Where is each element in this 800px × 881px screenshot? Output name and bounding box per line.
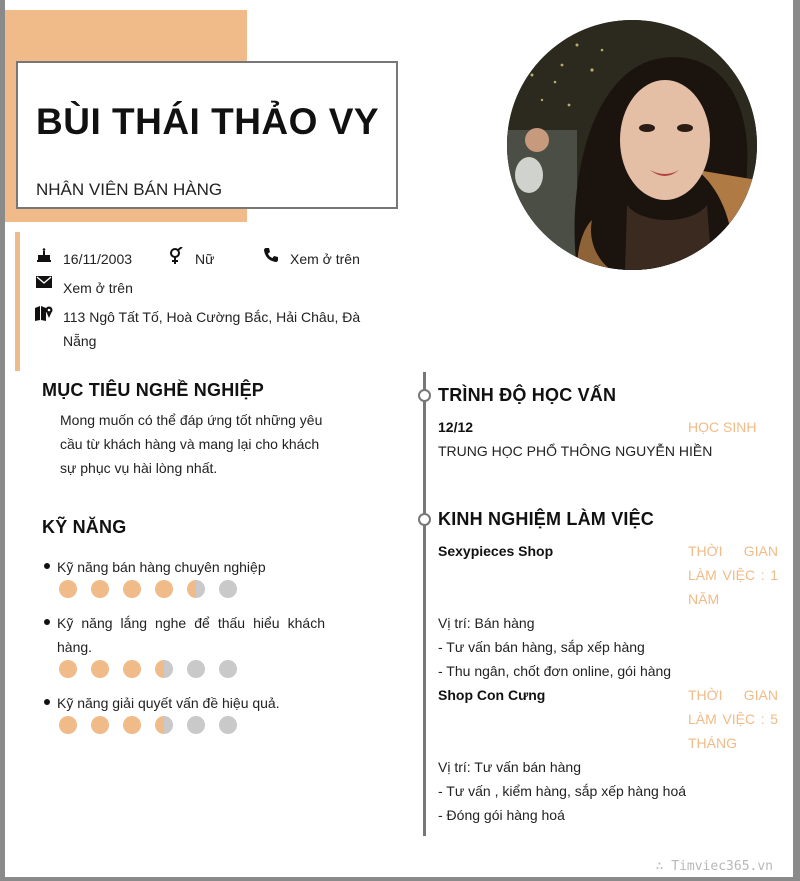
company-name: Sexypieces Shop [438,543,554,559]
education-status: HỌC SINH [688,419,757,435]
work-duty: - Tư vấn , kiểm hàng, sắp xếp hàng hoá [438,783,687,799]
contact-phone [262,247,360,271]
skill-dot [91,660,109,678]
work-duration: THỜI GIAN LÀM VIỆC : 5 THÁNG [688,687,778,751]
gender-icon [167,247,185,265]
right-border [793,0,800,881]
skill-dot [187,716,205,734]
phone-value: Xem ở trên [290,251,360,267]
skill-dot [187,580,205,598]
skill-bullet [44,563,50,569]
timeline-node [418,513,431,526]
contact-accent-bar [15,232,20,371]
skill-rating [59,580,237,598]
timeline-line [423,372,426,836]
skill-rating [59,660,237,678]
company-name: Shop Con Cưng [438,687,546,703]
skill-label: Kỹ năng giải quyết vấn đề hiệu quả. [57,695,280,711]
skill-dot [219,660,237,678]
email-value: Xem ở trên [63,280,133,296]
skills-title: KỸ NĂNG [42,517,127,537]
skill-dot [91,580,109,598]
work-duty: - Thu ngân, chốt đơn online, gói hàng [438,663,672,679]
skill-label: Kỹ năng lắng nghe để thấu hiểu khách hàng. [57,615,325,655]
job-title: NHÂN VIÊN BÁN HÀNG [36,180,223,199]
watermark-text: Timviec365.vn [671,859,773,874]
skill-bullet [44,619,50,625]
bottom-border [0,877,800,881]
contact-birthday [35,247,132,271]
gender-value: Nữ [195,251,215,267]
skill-label: Kỹ năng bán hàng chuyên nghiệp [57,559,266,575]
skill-dot [59,580,77,598]
work-duty: - Tư vấn bán hàng, sắp xếp hàng [438,639,645,655]
experience-title: KINH NGHIỆM LÀM VIỆC [438,509,655,529]
objective-title: MỤC TIÊU NGHỀ NGHIỆP [42,380,265,400]
skill-dot [187,660,205,678]
skill-dot [123,580,141,598]
skill-dot [219,716,237,734]
full-name: BÙI THÁI THẢO VY [36,101,380,142]
birthday-value: 16/11/2003 [63,251,133,267]
watermark: ∴ Timviec365.vn [655,859,773,874]
contact-gender [167,247,214,271]
skill-bullet [44,699,50,705]
skill-dot [155,660,173,678]
work-duty: - Đóng gói hàng hoá [438,807,565,823]
map-marker-icon [35,305,53,321]
timeline-node [418,389,431,402]
education-title: TRÌNH ĐỘ HỌC VẤN [438,385,617,405]
skill-dot [123,716,141,734]
work-duration: THỜI GIAN LÀM VIỆC : 1 NĂM [688,543,778,607]
portrait-illustration [507,20,757,270]
skill-rating [59,716,237,734]
skill-dot [59,660,77,678]
skill-dot [155,716,173,734]
skill-dot [59,716,77,734]
education-grade: 12/12 [438,419,474,435]
objective-text: Mong muốn có thể đáp ứng tốt những yêu cầu từ khách hàng và mang lại cho khách sự phục vụ hài lòng nhất. [60,412,323,476]
contact-address [35,305,365,353]
profile-photo [507,20,757,270]
birthday-cake-icon [35,247,53,263]
skill-dot [219,580,237,598]
address-value: 113 Ngô Tất Tố, Hoà Cường Bắc, Hải Châu, Đà Nẵng [63,309,361,349]
name-card [16,61,398,209]
education-school: TRUNG HỌC PHỔ THÔNG NGUYỄN HIỀN [438,443,713,459]
skill-dot [91,716,109,734]
skill-dot [155,580,173,598]
work-position: Vị trí: Bán hàng [438,615,535,631]
skill-dot [123,660,141,678]
envelope-icon [35,276,53,288]
work-position: Vị trí: Tư vấn bán hàng [438,759,581,775]
phone-icon [262,247,280,263]
contact-email [35,276,133,300]
